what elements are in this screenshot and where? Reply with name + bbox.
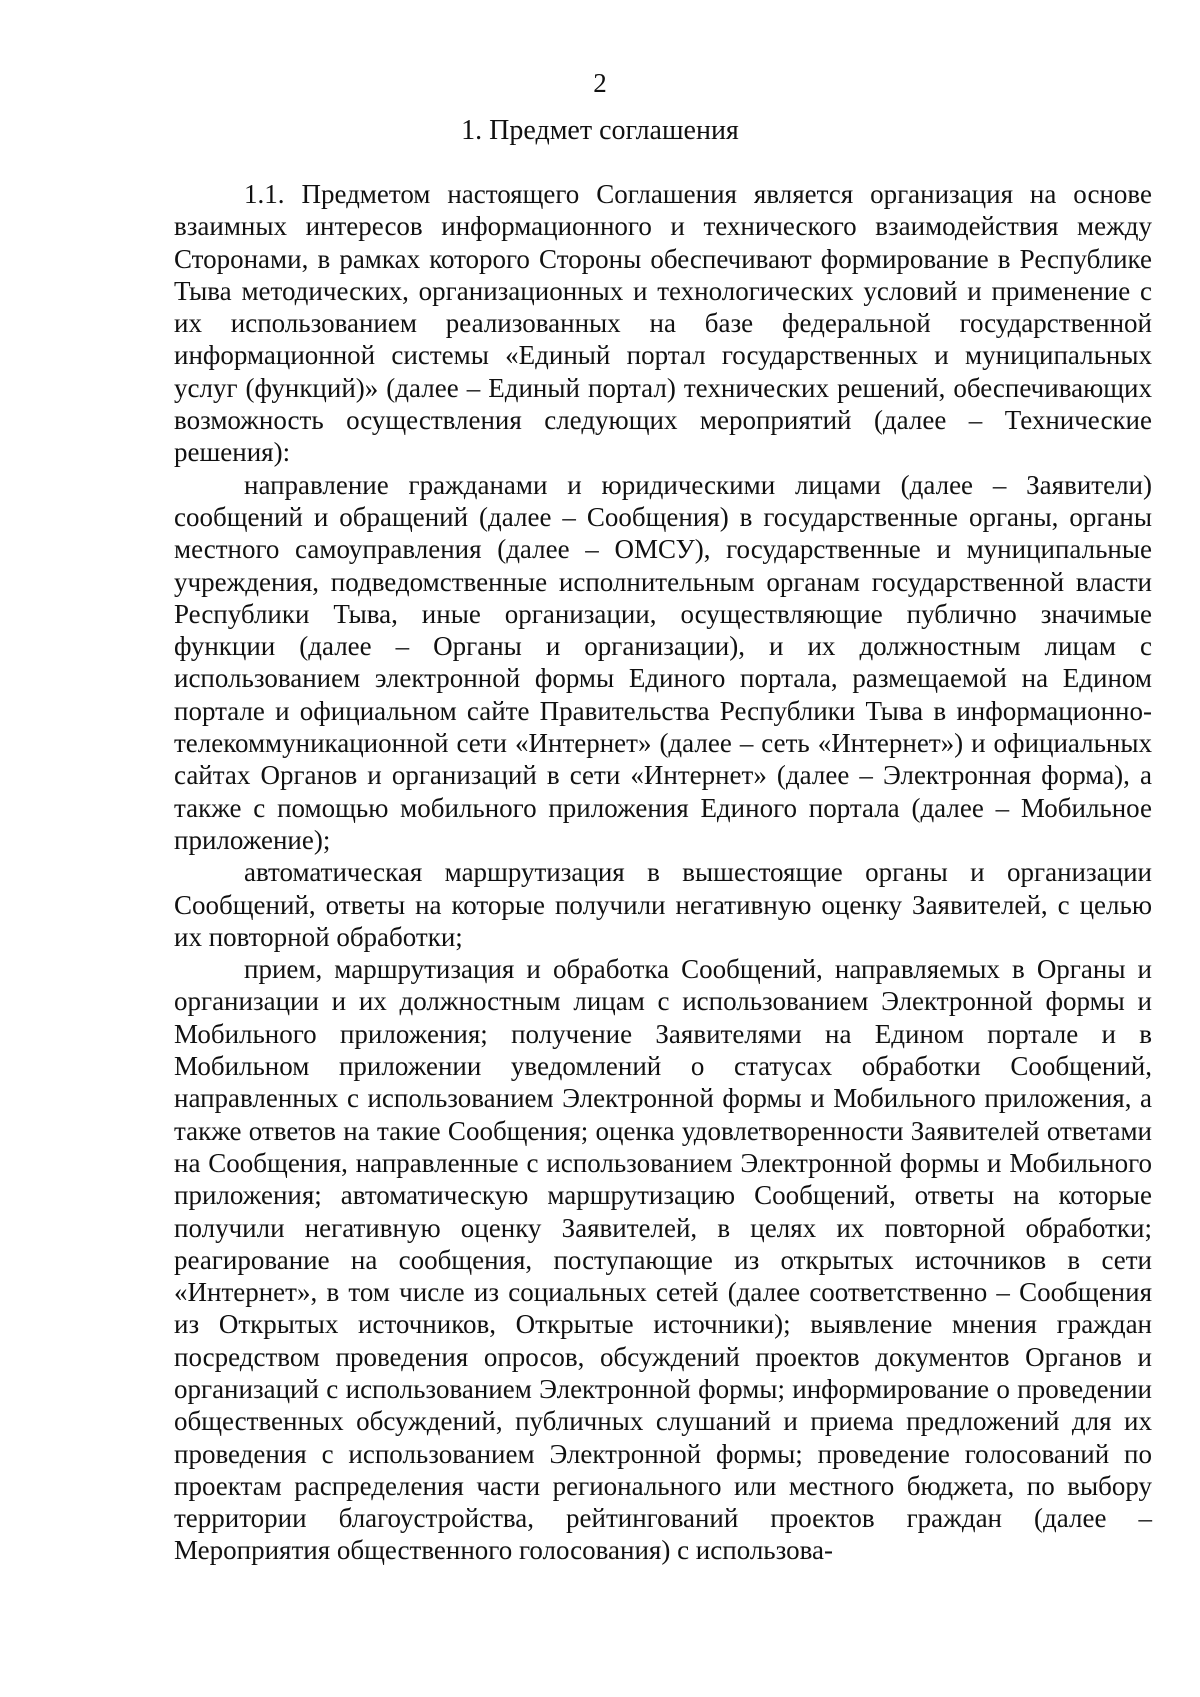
page-number: 2	[593, 68, 607, 98]
paragraph-auto-routing: автоматическая маршрутизация в вышестоящие органы и организации Сообщений, ответы на которые получили негативную оценку Заявителей, с целью их повторной обработки;	[174, 857, 1152, 952]
body-text	[174, 178, 1152, 1567]
paragraph-messages-submission: направление гражданами и юридическими лицами (далее – Заявители) сообщений и обращений (далее – Сообщения) в государственные органы, органы местного самоуправления (далее – ОМСУ), государственные и муниципальные учреждения, подведомственные исполнительным органам государственной власти Республики Тыва, иные организации, осуществляющие публично значимые функции (далее – Органы и организации), и их должностным лицам с использованием электронной формы Единого портала, размещаемой на Едином портале и официальном сайте Правительства Республики Тыва в информационно-телекоммуникационной сети «Интернет» (далее – сеть «Интернет») и официальных сайтах Органов и организаций в сети «Интернет» (далее – Электронная форма), а также с помощью мобильного приложения Единого портала (далее – Мобильное приложение);	[174, 469, 1152, 855]
paragraph-processing: прием, маршрутизация и обработка Сообщений, направляемых в Органы и организации и их должностным лицам с использованием Электронной формы и Мобильного приложения; получение Заявителями на Едином портале и в Мобильном приложении уведомлений о статусах обработки Сообщений, направленных с использованием Электронной формы и Мобильного приложения, а также ответов на такие Сообщения; оценка удовлетворенности Заявителей ответами на Сообщения, направленные с использованием Электронной формы и Мобильного приложения; автоматическую маршрутизацию Сообщений, ответы на которые получили негативную оценку Заявителей, в целях их повторной обработки; реагирование на сообщения, поступающие из открытых источников в сети «Интернет», в том числе из социальных сетей (далее соответственно – Сообщения из Открытых источников, Открытые источники); выявление мнения граждан посредством проведения опросов, обсуждений проектов документов Органов и организаций с использованием Электронной формы; информирование о проведении общественных обсуждений, публичных слушаний и приема предложений для их проведения с использованием Электронной формы; проведение голосований по проектам распределения части регионального или местного бюджета, по выбору территории благоустройства, рейтингований проектов граждан (далее – Мероприятия общественного голосования) с использова-	[174, 954, 1152, 1566]
paragraph-subject-1-1: 1.1. Предметом настоящего Соглашения является организация на основе взаимных интересов информационного и технического взаимодействия между Сторонами, в рамках которого Стороны обеспечивают формирование в Республике Тыва методических, организационных и технологических условий и применение с их использованием реализованных на базе федеральной государственной информационной системы «Единый портал государственных и муниципальных услуг (функций)» (далее – Единый портал) технических решений, обеспечивающих возможность осуществления следующих мероприятий (далее – Технические решения):	[174, 179, 1152, 468]
section-title: 1. Предмет соглашения	[461, 115, 739, 146]
